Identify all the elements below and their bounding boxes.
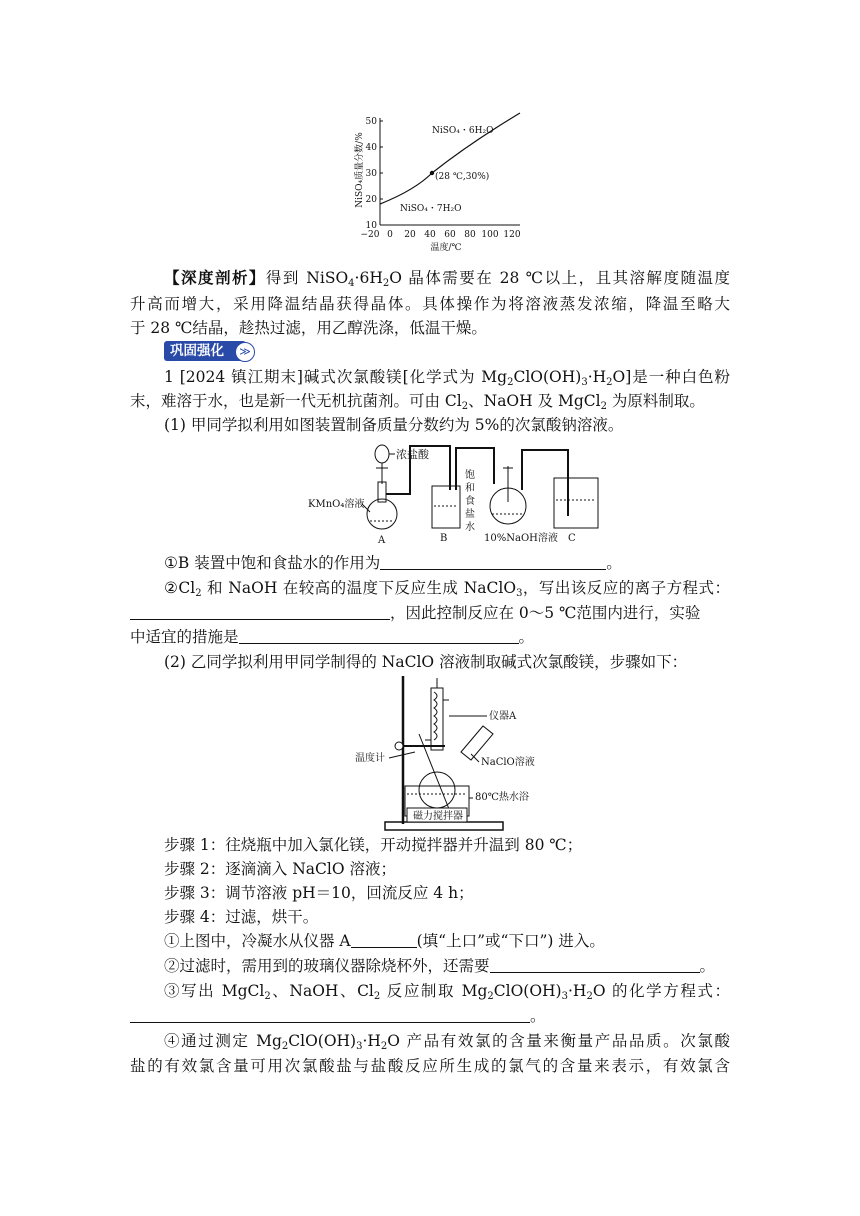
text: 反应制取 Mg [380, 982, 488, 1000]
flask-a [367, 499, 397, 529]
subscript: 3 [581, 377, 588, 388]
text: ①B 装置中饱和食盐水的作用为 [164, 554, 381, 572]
subscript: 4 [348, 278, 355, 289]
text: 为原料制取。 [607, 392, 705, 410]
subscript: 3 [356, 1041, 363, 1052]
question-line-1 [164, 367, 730, 387]
text: ClO(OH) [288, 1032, 357, 1050]
text: ④通过测定 Mg [164, 1032, 282, 1050]
x-tick-label: 80 [464, 230, 476, 240]
naoh-label: 10%NaOH溶液 [484, 533, 558, 544]
stirrer-label: 磁力搅拌器 [413, 811, 463, 822]
text: O 的化学方程式： [592, 982, 730, 1000]
beaker-c [554, 478, 598, 528]
lower-phase-label: NiSO₄・7H₂O [400, 204, 462, 214]
text: ·H [362, 1032, 381, 1050]
text: ·H [587, 368, 607, 386]
answer-blank[interactable] [351, 932, 417, 948]
x-ticks [361, 230, 521, 240]
text: 。 [530, 1007, 546, 1025]
text: O 产品有效氯的含量来衡量产品品质。次氯酸 [387, 1032, 730, 1050]
subq-1-2 [164, 578, 730, 598]
text: 。 [606, 554, 622, 572]
answer-blank[interactable] [380, 554, 606, 570]
kmno4-label: KMnO₄溶液 [308, 499, 365, 510]
y-tick-label: 40 [365, 143, 377, 153]
analysis-heading: 【深度剖析】 [164, 268, 266, 287]
text: 。 [518, 628, 535, 646]
naclo-label: NaClO溶液 [481, 757, 535, 768]
text: ②过滤时，需用到的玻璃仪器除烧杯外，还需要 [164, 957, 490, 975]
subq-2-4 [164, 1031, 730, 1051]
beaker-c-label: C [568, 533, 576, 544]
text: ①上图中，冷凝水从仪器 A [164, 932, 351, 950]
subscript: 2 [382, 278, 390, 289]
apparatus-1-diagram [300, 436, 620, 548]
y-tick-label: 20 [365, 195, 377, 205]
text: ，写出该反应的离子方程式： [522, 579, 730, 597]
subscript: 2 [195, 588, 202, 599]
text: 和 NaOH 在较高的温度下反应生成 NaClO [201, 579, 517, 597]
subscript: 2 [600, 401, 607, 412]
subq-1-1 [164, 553, 764, 573]
answer-blank[interactable] [130, 1007, 530, 1023]
bottle-b-label: B [440, 533, 448, 544]
y-tick-label: 30 [365, 169, 377, 179]
apparatus-2-diagram [355, 674, 555, 832]
subq-2-1 [164, 931, 764, 951]
flask-a-label: A [378, 535, 386, 546]
answer-blank[interactable] [239, 628, 519, 644]
question-part-1: (1) 甲同学拟利用如图装置制备质量分数约为 5%的次氯酸钠溶液。 [164, 416, 624, 434]
point-label: (28 ℃,30%) [435, 172, 490, 182]
subscript: 3 [561, 991, 568, 1002]
badge-arrow-icon: ≫ [235, 342, 255, 362]
x-tick-label: 100 [481, 230, 499, 240]
answer-blank[interactable] [130, 604, 390, 620]
text: ClO(OH) [513, 368, 582, 386]
x-tick-label: 0 [387, 230, 393, 240]
salt-char: 水 [465, 522, 475, 533]
transition-point [430, 171, 434, 175]
step-1: 步骤 1：往烧瓶中加入氯化镁，开动搅拌器并升温到 80 ℃； [164, 836, 583, 854]
x-tick-label: 20 [404, 230, 416, 240]
text: 1 [2024 镇江期末]碱式次氯酸镁[化学式为 Mg [164, 368, 508, 386]
subscript: 2 [586, 991, 593, 1002]
text: ·6H [354, 269, 383, 287]
subq-2-3 [164, 981, 730, 1001]
subscript: 2 [507, 377, 514, 388]
step-2: 步骤 2：逐滴滴入 NaClO 溶液； [164, 860, 396, 878]
analysis-line-1 [164, 268, 730, 288]
answer-blank[interactable] [490, 957, 700, 973]
x-tick-label: 60 [444, 230, 456, 240]
x-tick-label: 120 [503, 230, 521, 240]
text: ②Cl [164, 579, 196, 597]
subq-2-3b [130, 1006, 730, 1026]
text: 中适宜的措施是 [130, 628, 239, 646]
text: (填“上口”或“下口”) 进入。 [416, 932, 605, 950]
salt-char: 食 [465, 496, 475, 507]
subscript: 2 [461, 401, 469, 412]
section-badge: 巩固强化 [164, 341, 246, 361]
question-line-2 [130, 391, 730, 411]
x-tick-label: 40 [424, 230, 436, 240]
text: 得到 NiSO [265, 269, 349, 287]
subq-1-2c [130, 627, 730, 647]
subscript: 2 [281, 1041, 289, 1052]
thermometer-label: 温度计 [355, 753, 385, 764]
text: 。 [699, 957, 716, 975]
step-4: 步骤 4：过滤，烘干。 [164, 908, 319, 926]
text: ，因此控制反应在 0～5 ℃范围内进行，实验 [390, 604, 701, 622]
subscript: 2 [606, 377, 613, 388]
upper-phase-label: NiSO₄・6H₂O [432, 126, 494, 136]
text: 、NaOH、Cl [270, 982, 374, 1000]
analysis-line-3: 于 28 ℃结晶，趁热过滤，用乙醇洗涤，低温干燥。 [130, 319, 487, 337]
salt-char: 盐 [465, 509, 475, 520]
subq-2-4b: 盐的有效氯含量可用次氯酸盐与盐酸反应所生成的氯气的含量来表示，有效氯含 [130, 1057, 730, 1075]
salt-char: 饱 [465, 470, 475, 481]
instrument-a-label: 仪器A [489, 711, 517, 722]
y-tick-label: 10 [365, 221, 377, 231]
subscript: 2 [264, 991, 271, 1002]
bottle-b [432, 486, 460, 528]
question-part-2: (2) 乙同学拟利用甲同学制得的 NaClO 溶液制取碱式次氯酸镁，步骤如下： [164, 653, 688, 671]
subq-2-2 [164, 956, 764, 976]
x-tick-label: −20 [360, 230, 380, 240]
subscript: 2 [487, 991, 494, 1002]
text: ClO(OH) [493, 982, 562, 1000]
chart-ylabel: NiSO₄质量分数/% [355, 132, 365, 208]
text: 、NaOH 及 MgCl [468, 392, 601, 410]
chart-xlabel: 温度/℃ [430, 243, 462, 253]
y-tick-label: 50 [365, 117, 377, 127]
subscript: 3 [516, 588, 523, 599]
step-3: 步骤 3：调节溶液 pH＝10，回流反应 4 h； [164, 884, 474, 902]
text: O 晶体需要在 28 ℃以上，且其溶解度随温度 [389, 269, 730, 287]
text: ③写出 MgCl [164, 982, 265, 1000]
reaction-flask [419, 772, 455, 808]
text: O]是一种白色粉 [612, 368, 730, 386]
acid-label: 浓盐酸 [396, 448, 429, 461]
subq-1-2b [130, 603, 730, 623]
text: 末，难溶于水，也是新一代无机抗菌剂。可由 Cl [130, 392, 462, 410]
analysis-line-2: 升高而增大，采用降温结晶获得晶体。具体操作为将溶液蒸发浓缩，降温至略大 [130, 295, 730, 313]
text: ·H [567, 982, 587, 1000]
bath-label: 80℃热水浴 [475, 792, 529, 803]
salt-char: 和 [465, 483, 475, 494]
subscript: 2 [373, 991, 381, 1002]
subscript: 2 [380, 1041, 388, 1052]
solubility-chart [340, 108, 540, 253]
